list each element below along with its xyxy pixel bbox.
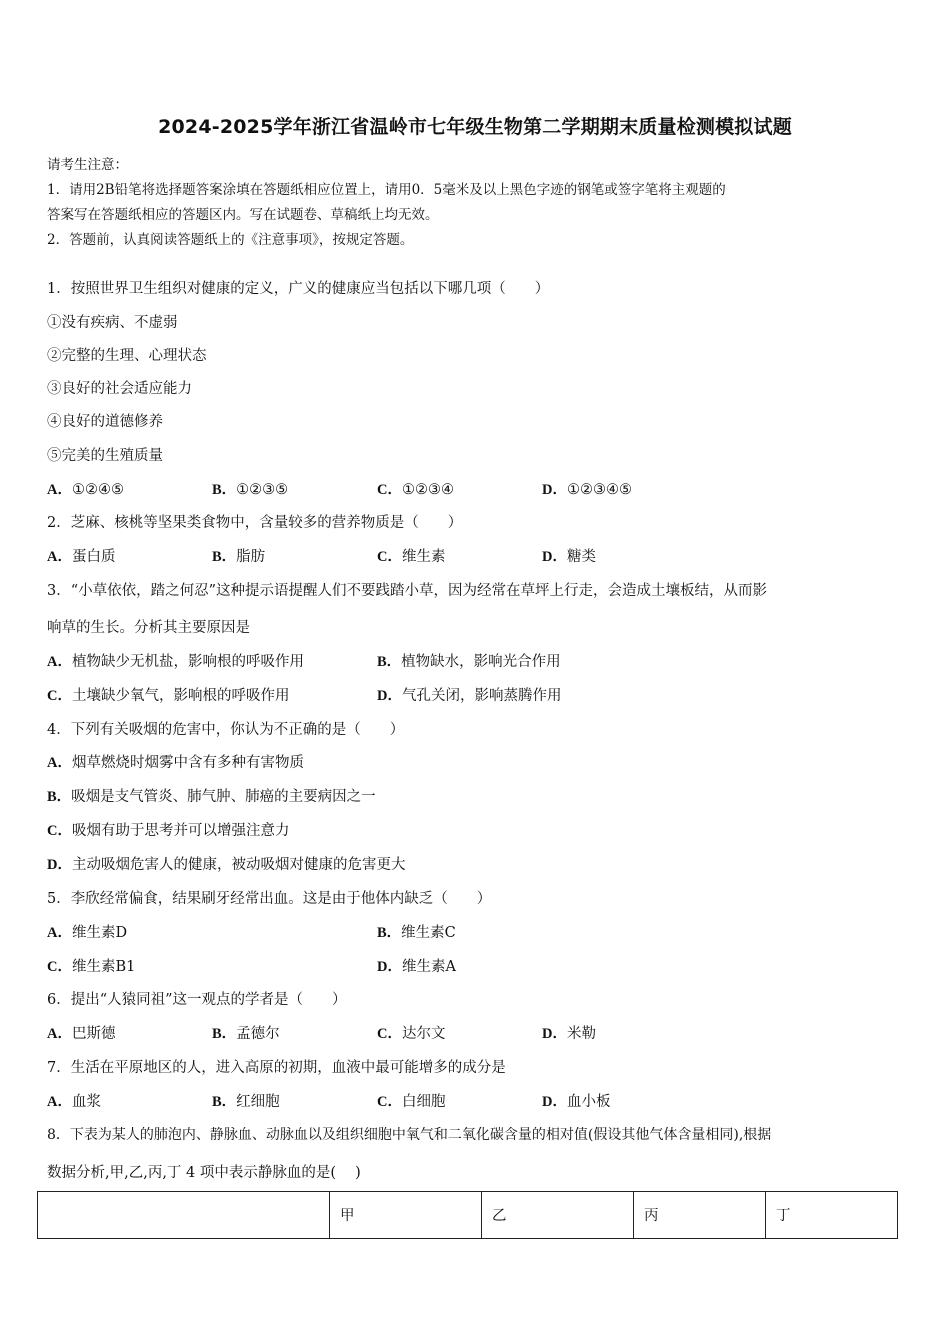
question-6-option-b[interactable] [212, 1022, 280, 1043]
option-key: A． [47, 654, 72, 670]
option-key: D． [377, 959, 402, 975]
option-key: B． [377, 925, 402, 941]
table-header-row [38, 1192, 898, 1239]
table-header-cell: 乙 [482, 1192, 634, 1239]
option-text: ①②③④⑤ [566, 482, 632, 498]
question-4-stem: 4．下列有关吸烟的危害中，你认为不正确的是（ ） [47, 722, 405, 738]
notice-line-1: 1．请用2B铅笔将选择题答案涂填在答题纸相应位置上，请用0．5毫米及以上黑色字迹的钢笔或签字笔将主观题的 [47, 182, 726, 198]
table-header-cell: 丁 [766, 1192, 898, 1239]
question-4-option-c[interactable] [47, 819, 289, 840]
question-2-option-d[interactable] [542, 545, 596, 566]
option-text: 植物缺水，影响光合作用 [401, 654, 561, 670]
option-text: 蛋白质 [71, 549, 116, 565]
question-3-option-b[interactable] [377, 650, 561, 671]
option-text: 维生素B1 [71, 959, 136, 975]
question-7-option-d[interactable] [542, 1090, 610, 1111]
table-header-cell: 丙 [634, 1192, 766, 1239]
option-text: 孟德尔 [236, 1026, 280, 1042]
option-text: 吸烟有助于思考并可以增强注意力 [71, 823, 290, 839]
option-key: B． [377, 654, 402, 670]
option-key: A． [47, 549, 72, 565]
question-6-stem: 6．提出“人猿同祖”这一观点的学者是（ ） [47, 992, 347, 1008]
option-text: 维生素 [401, 549, 446, 565]
notice-heading: 请考生注意： [47, 157, 128, 173]
option-text: 气孔关闭，影响蒸腾作用 [401, 688, 562, 704]
question-6-option-c[interactable] [377, 1022, 445, 1043]
question-7-stem: 7．生活在平原地区的人，进入高原的初期，血液中最可能增多的成分是 [47, 1060, 506, 1076]
option-text: 植物缺少无机盐，影响根的呼吸作用 [71, 654, 304, 670]
option-key: C． [47, 959, 72, 975]
question-5-option-a[interactable] [47, 921, 127, 942]
question-3-stem-line-1: 3．“小草依依，踏之何忍”这种提示语提醒人们不要践踏小草，因为经常在草坪上行走，会造成土壤板结，从而影 [47, 583, 768, 599]
option-text: 米勒 [566, 1026, 596, 1042]
option-text: ①②③④ [401, 482, 454, 498]
option-text: 烟草燃烧时烟雾中含有多种有害物质 [71, 755, 304, 771]
option-text: 白细胞 [401, 1094, 446, 1110]
option-key: A． [47, 755, 72, 771]
option-text: 维生素A [401, 959, 456, 975]
option-key: D． [542, 1094, 567, 1110]
question-4-option-b[interactable] [47, 785, 376, 806]
option-text: 血浆 [71, 1094, 101, 1110]
table-header-cell: 甲 [330, 1192, 482, 1239]
option-key: D． [47, 857, 72, 873]
option-key: C． [377, 482, 402, 498]
question-6-option-d[interactable] [542, 1022, 596, 1043]
question-6-option-a[interactable] [47, 1022, 115, 1043]
option-text: 维生素C [401, 925, 456, 941]
option-key: B． [212, 1026, 237, 1042]
option-key: A． [47, 482, 72, 498]
question-1-item: ③良好的社会适应能力 [47, 381, 192, 397]
option-key: A． [47, 925, 72, 941]
option-key: D． [542, 482, 567, 498]
option-text: 糖类 [566, 549, 596, 565]
option-text: 维生素D [71, 925, 128, 941]
question-2-option-c[interactable] [377, 545, 445, 566]
question-4-option-a[interactable] [47, 751, 304, 772]
option-key: C． [377, 549, 402, 565]
option-key: B． [47, 789, 72, 805]
option-text: 血小板 [566, 1094, 611, 1110]
option-key: C． [47, 688, 72, 704]
question-1-option-c[interactable] [377, 478, 454, 499]
question-1-option-b[interactable] [212, 478, 288, 499]
option-text: 红细胞 [236, 1094, 280, 1110]
question-3-option-c[interactable] [47, 684, 289, 705]
question-1-item: ②完整的生理、心理状态 [47, 348, 207, 364]
question-3-option-a[interactable] [47, 650, 304, 671]
option-key: B． [212, 1094, 237, 1110]
question-5-stem: 5．李欣经常偏食，结果刷牙经常出血。这是由于他体内缺乏（ ） [47, 891, 492, 907]
question-2-stem: 2．芝麻、核桃等坚果类食物中，含量较多的营养物质是（ ） [47, 515, 463, 531]
option-key: C． [377, 1026, 402, 1042]
gas-content-table [37, 1191, 898, 1239]
option-key: D． [377, 688, 402, 704]
exam-title: 2024-2025学年浙江省温岭市七年级生物第二学期期末质量检测模拟试题 [158, 116, 792, 138]
question-1-option-d[interactable] [542, 478, 632, 499]
notice-line-2: 答案写在答题纸相应的答题区内。写在试题卷、草稿纸上均无效。 [47, 207, 439, 223]
question-1-item: ①没有疾病、不虚弱 [47, 315, 178, 331]
option-key: A． [47, 1026, 72, 1042]
option-text: ①②④⑤ [71, 482, 124, 498]
option-text: 巴斯德 [71, 1026, 116, 1042]
question-3-stem-line-2: 响草的生长。分析其主要原因是 [47, 620, 250, 636]
question-4-option-d[interactable] [47, 853, 405, 874]
option-key: A． [47, 1094, 72, 1110]
question-5-option-d[interactable] [377, 955, 456, 976]
question-5-option-c[interactable] [47, 955, 135, 976]
question-5-option-b[interactable] [377, 921, 456, 942]
question-2-option-a[interactable] [47, 545, 115, 566]
table-header-cell [38, 1192, 330, 1239]
option-text: ①②③⑤ [236, 482, 289, 498]
option-key: D． [542, 1026, 567, 1042]
option-text: 吸烟是支气管炎、肺气肿、肺癌的主要病因之一 [71, 789, 376, 805]
question-2-option-b[interactable] [212, 545, 265, 566]
question-7-option-a[interactable] [47, 1090, 101, 1111]
option-text: 脂肪 [236, 549, 266, 565]
question-8-stem-line-2: 数据分析,甲,乙,丙,丁 4 项中表示静脉血的是( ) [47, 1165, 361, 1181]
question-1-item: ④良好的道德修养 [47, 414, 163, 430]
option-key: C． [47, 823, 72, 839]
question-1-stem: 1．按照世界卫生组织对健康的定义，广义的健康应当包括以下哪几项（ ） [47, 281, 550, 297]
option-key: C． [377, 1094, 402, 1110]
question-1-item: ⑤完美的生殖质量 [47, 448, 163, 464]
option-text: 土壤缺少氧气，影响根的呼吸作用 [71, 688, 290, 704]
question-3-option-d[interactable] [377, 684, 561, 705]
question-7-option-b[interactable] [212, 1090, 280, 1111]
question-8-stem-line-1: 8．下表为某人的肺泡内、静脉血、动脉血以及组织细胞中氧气和二氧化碳含量的相对值(假设其他气体含量相同),根据 [47, 1127, 772, 1143]
option-text: 达尔文 [401, 1026, 446, 1042]
option-key: D． [542, 549, 567, 565]
option-key: B． [212, 482, 237, 498]
option-text: 主动吸烟危害人的健康，被动吸烟对健康的危害更大 [71, 857, 406, 873]
option-key: B． [212, 549, 237, 565]
question-1-option-a[interactable] [47, 478, 124, 499]
notice-line-3: 2．答题前，认真阅读答题纸上的《注意事项》，按规定答题。 [47, 232, 414, 248]
question-7-option-c[interactable] [377, 1090, 445, 1111]
